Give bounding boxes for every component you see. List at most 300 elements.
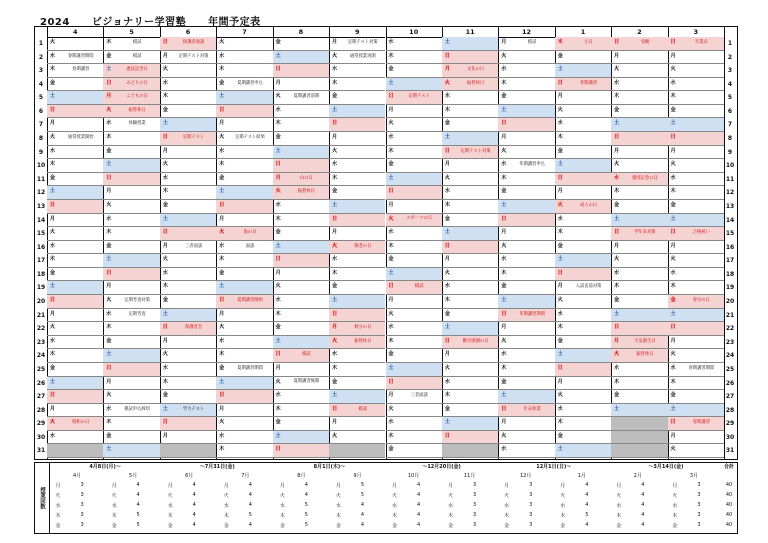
day-cell[interactable]	[668, 417, 724, 431]
day-cell[interactable]	[498, 214, 554, 228]
day-cell[interactable]	[273, 309, 329, 323]
day-cell[interactable]	[442, 173, 498, 187]
day-cell[interactable]	[103, 37, 159, 51]
day-cell[interactable]	[386, 241, 442, 255]
day-cell[interactable]	[668, 64, 724, 78]
day-cell[interactable]	[216, 336, 272, 350]
day-cell[interactable]	[216, 254, 272, 268]
day-cell[interactable]	[442, 227, 498, 241]
day-cell[interactable]	[611, 118, 667, 132]
day-cell[interactable]	[386, 295, 442, 309]
day-cell[interactable]	[442, 268, 498, 282]
day-cell[interactable]	[611, 254, 667, 268]
day-cell[interactable]	[103, 173, 159, 187]
day-cell[interactable]	[273, 322, 329, 336]
day-cell[interactable]	[611, 268, 667, 282]
day-cell[interactable]	[555, 404, 611, 418]
day-cell[interactable]	[216, 214, 272, 228]
day-cell[interactable]	[103, 241, 159, 255]
day-cell[interactable]	[386, 186, 442, 200]
day-cell[interactable]	[555, 118, 611, 132]
day-cell[interactable]	[160, 146, 216, 160]
day-cell[interactable]	[216, 309, 272, 323]
day-cell[interactable]	[103, 295, 159, 309]
day-cell[interactable]	[273, 91, 329, 105]
day-cell[interactable]	[668, 200, 724, 214]
day-cell[interactable]	[273, 186, 329, 200]
day-cell[interactable]	[160, 363, 216, 377]
day-cell[interactable]	[216, 159, 272, 173]
day-cell[interactable]	[273, 295, 329, 309]
day-cell[interactable]	[442, 295, 498, 309]
day-cell[interactable]	[386, 105, 442, 119]
day-cell[interactable]	[442, 159, 498, 173]
day-cell[interactable]	[329, 363, 385, 377]
day-cell[interactable]	[47, 214, 103, 228]
day-cell[interactable]	[555, 78, 611, 92]
day-cell[interactable]	[555, 132, 611, 146]
day-cell[interactable]	[216, 173, 272, 187]
day-cell[interactable]	[555, 91, 611, 105]
day-cell[interactable]	[329, 200, 385, 214]
day-cell[interactable]	[47, 241, 103, 255]
day-cell[interactable]	[103, 78, 159, 92]
day-cell[interactable]	[498, 186, 554, 200]
day-cell[interactable]	[216, 132, 272, 146]
day-cell[interactable]	[160, 159, 216, 173]
day-cell[interactable]	[329, 159, 385, 173]
day-cell[interactable]	[273, 78, 329, 92]
day-cell[interactable]	[555, 295, 611, 309]
day-cell[interactable]	[668, 254, 724, 268]
day-cell[interactable]	[442, 105, 498, 119]
day-cell[interactable]	[442, 146, 498, 160]
day-cell[interactable]	[498, 431, 554, 445]
day-cell[interactable]	[386, 227, 442, 241]
day-cell[interactable]	[555, 309, 611, 323]
day-cell[interactable]	[668, 173, 724, 187]
day-cell[interactable]	[611, 295, 667, 309]
day-cell[interactable]	[668, 186, 724, 200]
day-cell[interactable]	[216, 444, 272, 458]
day-cell[interactable]	[668, 159, 724, 173]
day-cell[interactable]	[216, 78, 272, 92]
day-cell[interactable]	[273, 363, 329, 377]
day-cell[interactable]	[329, 227, 385, 241]
day-cell[interactable]	[329, 281, 385, 295]
day-cell[interactable]	[386, 404, 442, 418]
day-cell[interactable]	[273, 349, 329, 363]
day-cell[interactable]	[273, 173, 329, 187]
day-cell[interactable]	[442, 118, 498, 132]
day-cell[interactable]	[103, 227, 159, 241]
day-cell[interactable]	[160, 390, 216, 404]
day-cell[interactable]	[160, 64, 216, 78]
day-cell[interactable]	[47, 417, 103, 431]
day-cell[interactable]	[668, 105, 724, 119]
day-cell[interactable]	[386, 159, 442, 173]
day-cell[interactable]	[668, 295, 724, 309]
day-cell[interactable]	[386, 37, 442, 51]
day-cell[interactable]	[273, 431, 329, 445]
day-cell[interactable]	[273, 404, 329, 418]
day-cell[interactable]	[555, 268, 611, 282]
day-cell[interactable]	[555, 159, 611, 173]
day-cell[interactable]	[103, 186, 159, 200]
day-cell[interactable]	[273, 51, 329, 65]
day-cell[interactable]	[498, 105, 554, 119]
day-cell[interactable]	[329, 390, 385, 404]
day-cell[interactable]	[216, 417, 272, 431]
day-cell[interactable]	[216, 241, 272, 255]
day-cell[interactable]	[442, 91, 498, 105]
day-cell[interactable]	[668, 431, 724, 445]
day-cell[interactable]	[47, 363, 103, 377]
day-cell[interactable]	[160, 241, 216, 255]
day-cell[interactable]	[498, 241, 554, 255]
day-cell[interactable]	[386, 268, 442, 282]
day-cell[interactable]	[273, 37, 329, 51]
day-cell[interactable]	[216, 227, 272, 241]
day-cell[interactable]	[329, 146, 385, 160]
day-cell[interactable]	[47, 186, 103, 200]
day-cell[interactable]	[386, 349, 442, 363]
day-cell[interactable]	[273, 214, 329, 228]
day-cell[interactable]	[442, 241, 498, 255]
day-cell[interactable]	[611, 132, 667, 146]
day-cell[interactable]	[103, 417, 159, 431]
day-cell[interactable]	[442, 309, 498, 323]
day-cell[interactable]	[103, 349, 159, 363]
day-cell[interactable]	[498, 132, 554, 146]
day-cell[interactable]	[329, 309, 385, 323]
day-cell[interactable]	[668, 349, 724, 363]
day-cell[interactable]	[103, 64, 159, 78]
day-cell[interactable]	[273, 390, 329, 404]
day-cell[interactable]	[329, 186, 385, 200]
day-cell[interactable]	[668, 309, 724, 323]
day-cell[interactable]	[668, 91, 724, 105]
day-cell[interactable]	[668, 377, 724, 391]
day-cell[interactable]	[273, 281, 329, 295]
day-cell[interactable]	[329, 404, 385, 418]
day-cell[interactable]	[386, 417, 442, 431]
day-cell[interactable]	[611, 322, 667, 336]
day-cell[interactable]	[47, 295, 103, 309]
day-cell[interactable]	[329, 118, 385, 132]
day-cell[interactable]	[498, 281, 554, 295]
day-cell[interactable]	[216, 91, 272, 105]
day-cell[interactable]	[555, 417, 611, 431]
day-cell[interactable]	[329, 336, 385, 350]
day-cell[interactable]	[329, 377, 385, 391]
day-cell[interactable]	[273, 159, 329, 173]
day-cell[interactable]	[216, 295, 272, 309]
day-cell[interactable]	[555, 186, 611, 200]
day-cell[interactable]	[160, 37, 216, 51]
day-cell[interactable]	[273, 227, 329, 241]
day-cell[interactable]	[386, 336, 442, 350]
day-cell[interactable]	[555, 349, 611, 363]
day-cell[interactable]	[498, 268, 554, 282]
day-cell[interactable]	[386, 51, 442, 65]
day-cell[interactable]	[555, 363, 611, 377]
day-cell[interactable]	[47, 390, 103, 404]
day-cell[interactable]	[442, 214, 498, 228]
day-cell[interactable]	[442, 349, 498, 363]
day-cell[interactable]	[611, 78, 667, 92]
day-cell[interactable]	[329, 417, 385, 431]
day-cell[interactable]	[103, 322, 159, 336]
day-cell[interactable]	[329, 349, 385, 363]
day-cell[interactable]	[498, 444, 554, 458]
day-cell[interactable]	[611, 241, 667, 255]
day-cell[interactable]	[160, 173, 216, 187]
day-cell[interactable]	[329, 78, 385, 92]
day-cell[interactable]	[216, 322, 272, 336]
day-cell[interactable]	[668, 227, 724, 241]
day-cell[interactable]	[273, 268, 329, 282]
day-cell[interactable]	[386, 309, 442, 323]
day-cell[interactable]	[442, 377, 498, 391]
day-cell[interactable]	[555, 105, 611, 119]
day-cell[interactable]	[47, 431, 103, 445]
day-cell[interactable]	[386, 118, 442, 132]
day-cell[interactable]	[47, 227, 103, 241]
day-cell[interactable]	[160, 118, 216, 132]
day-cell[interactable]	[498, 309, 554, 323]
day-cell[interactable]	[273, 64, 329, 78]
day-cell[interactable]	[668, 37, 724, 51]
day-cell[interactable]	[386, 64, 442, 78]
day-cell[interactable]	[273, 132, 329, 146]
day-cell[interactable]	[103, 268, 159, 282]
day-cell[interactable]	[555, 51, 611, 65]
day-cell[interactable]	[103, 336, 159, 350]
day-cell[interactable]	[216, 200, 272, 214]
day-cell[interactable]	[442, 281, 498, 295]
day-cell[interactable]	[386, 431, 442, 445]
day-cell[interactable]	[611, 51, 667, 65]
day-cell[interactable]	[160, 417, 216, 431]
day-cell[interactable]	[668, 322, 724, 336]
day-cell[interactable]	[160, 268, 216, 282]
day-cell[interactable]	[386, 173, 442, 187]
day-cell[interactable]	[498, 390, 554, 404]
day-cell[interactable]	[668, 281, 724, 295]
day-cell[interactable]	[442, 363, 498, 377]
day-cell[interactable]	[386, 91, 442, 105]
day-cell[interactable]	[103, 404, 159, 418]
day-cell[interactable]	[160, 200, 216, 214]
day-cell[interactable]	[47, 105, 103, 119]
day-cell[interactable]	[273, 105, 329, 119]
day-cell[interactable]	[160, 132, 216, 146]
day-cell[interactable]	[555, 377, 611, 391]
day-cell[interactable]	[103, 118, 159, 132]
day-cell[interactable]	[329, 322, 385, 336]
day-cell[interactable]	[47, 404, 103, 418]
day-cell[interactable]	[103, 159, 159, 173]
day-cell[interactable]	[216, 404, 272, 418]
day-cell[interactable]	[498, 336, 554, 350]
day-cell[interactable]	[498, 349, 554, 363]
day-cell[interactable]	[273, 241, 329, 255]
day-cell[interactable]	[442, 186, 498, 200]
day-cell[interactable]	[160, 281, 216, 295]
day-cell[interactable]	[442, 78, 498, 92]
day-cell[interactable]	[442, 404, 498, 418]
day-cell[interactable]	[329, 254, 385, 268]
day-cell[interactable]	[555, 173, 611, 187]
day-cell[interactable]	[611, 309, 667, 323]
day-cell[interactable]	[47, 309, 103, 323]
day-cell[interactable]	[273, 200, 329, 214]
day-cell[interactable]	[329, 105, 385, 119]
day-cell[interactable]	[103, 51, 159, 65]
day-cell[interactable]	[442, 132, 498, 146]
day-cell[interactable]	[329, 214, 385, 228]
day-cell[interactable]	[555, 241, 611, 255]
day-cell[interactable]	[273, 377, 329, 391]
day-cell[interactable]	[668, 118, 724, 132]
day-cell[interactable]	[498, 118, 554, 132]
day-cell[interactable]	[160, 431, 216, 445]
day-cell[interactable]	[498, 159, 554, 173]
day-cell[interactable]	[216, 64, 272, 78]
day-cell[interactable]	[442, 417, 498, 431]
day-cell[interactable]	[103, 200, 159, 214]
day-cell[interactable]	[611, 336, 667, 350]
day-cell[interactable]	[160, 51, 216, 65]
day-cell[interactable]	[329, 268, 385, 282]
day-cell[interactable]	[498, 254, 554, 268]
day-cell[interactable]	[442, 37, 498, 51]
day-cell[interactable]	[47, 377, 103, 391]
day-cell[interactable]	[160, 404, 216, 418]
day-cell[interactable]	[216, 268, 272, 282]
day-cell[interactable]	[611, 173, 667, 187]
day-cell[interactable]	[555, 254, 611, 268]
day-cell[interactable]	[273, 444, 329, 458]
day-cell[interactable]	[329, 295, 385, 309]
day-cell[interactable]	[442, 51, 498, 65]
day-cell[interactable]	[103, 281, 159, 295]
day-cell[interactable]	[103, 390, 159, 404]
day-cell[interactable]	[160, 254, 216, 268]
day-cell[interactable]	[668, 363, 724, 377]
day-cell[interactable]	[160, 227, 216, 241]
day-cell[interactable]	[216, 281, 272, 295]
day-cell[interactable]	[611, 146, 667, 160]
day-cell[interactable]	[47, 322, 103, 336]
day-cell[interactable]	[668, 241, 724, 255]
day-cell[interactable]	[498, 51, 554, 65]
day-cell[interactable]	[386, 78, 442, 92]
day-cell[interactable]	[386, 322, 442, 336]
day-cell[interactable]	[103, 377, 159, 391]
day-cell[interactable]	[611, 363, 667, 377]
day-cell[interactable]	[47, 132, 103, 146]
day-cell[interactable]	[442, 431, 498, 445]
day-cell[interactable]	[611, 186, 667, 200]
day-cell[interactable]	[386, 444, 442, 458]
day-cell[interactable]	[103, 431, 159, 445]
day-cell[interactable]	[160, 377, 216, 391]
day-cell[interactable]	[273, 118, 329, 132]
day-cell[interactable]	[103, 146, 159, 160]
day-cell[interactable]	[273, 417, 329, 431]
day-cell[interactable]	[160, 105, 216, 119]
day-cell[interactable]	[386, 146, 442, 160]
day-cell[interactable]	[442, 336, 498, 350]
day-cell[interactable]	[329, 64, 385, 78]
day-cell[interactable]	[216, 349, 272, 363]
day-cell[interactable]	[668, 336, 724, 350]
day-cell[interactable]	[442, 254, 498, 268]
day-cell[interactable]	[498, 404, 554, 418]
day-cell[interactable]	[555, 322, 611, 336]
day-cell[interactable]	[273, 336, 329, 350]
day-cell[interactable]	[498, 200, 554, 214]
day-cell[interactable]	[555, 37, 611, 51]
day-cell[interactable]	[47, 118, 103, 132]
day-cell[interactable]	[216, 51, 272, 65]
day-cell[interactable]	[386, 363, 442, 377]
day-cell[interactable]	[555, 214, 611, 228]
day-cell[interactable]	[611, 377, 667, 391]
day-cell[interactable]	[555, 227, 611, 241]
day-cell[interactable]	[442, 64, 498, 78]
day-cell[interactable]	[442, 200, 498, 214]
day-cell[interactable]	[103, 363, 159, 377]
day-cell[interactable]	[498, 227, 554, 241]
day-cell[interactable]	[216, 377, 272, 391]
day-cell[interactable]	[160, 214, 216, 228]
day-cell[interactable]	[386, 254, 442, 268]
day-cell[interactable]	[555, 431, 611, 445]
day-cell[interactable]	[47, 91, 103, 105]
day-cell[interactable]	[498, 64, 554, 78]
day-cell[interactable]	[386, 214, 442, 228]
day-cell[interactable]	[555, 281, 611, 295]
day-cell[interactable]	[273, 254, 329, 268]
day-cell[interactable]	[160, 309, 216, 323]
day-cell[interactable]	[386, 132, 442, 146]
day-cell[interactable]	[47, 349, 103, 363]
day-cell[interactable]	[160, 322, 216, 336]
day-cell[interactable]	[216, 37, 272, 51]
day-cell[interactable]	[555, 390, 611, 404]
day-cell[interactable]	[47, 78, 103, 92]
day-cell[interactable]	[103, 105, 159, 119]
day-cell[interactable]	[611, 105, 667, 119]
day-cell[interactable]	[103, 91, 159, 105]
day-cell[interactable]	[160, 336, 216, 350]
day-cell[interactable]	[160, 78, 216, 92]
day-cell[interactable]	[47, 37, 103, 51]
day-cell[interactable]	[611, 91, 667, 105]
day-cell[interactable]	[103, 132, 159, 146]
day-cell[interactable]	[668, 78, 724, 92]
day-cell[interactable]	[498, 295, 554, 309]
day-cell[interactable]	[216, 146, 272, 160]
day-cell[interactable]	[611, 214, 667, 228]
day-cell[interactable]	[216, 363, 272, 377]
day-cell[interactable]	[611, 390, 667, 404]
day-cell[interactable]	[555, 146, 611, 160]
day-cell[interactable]	[668, 146, 724, 160]
